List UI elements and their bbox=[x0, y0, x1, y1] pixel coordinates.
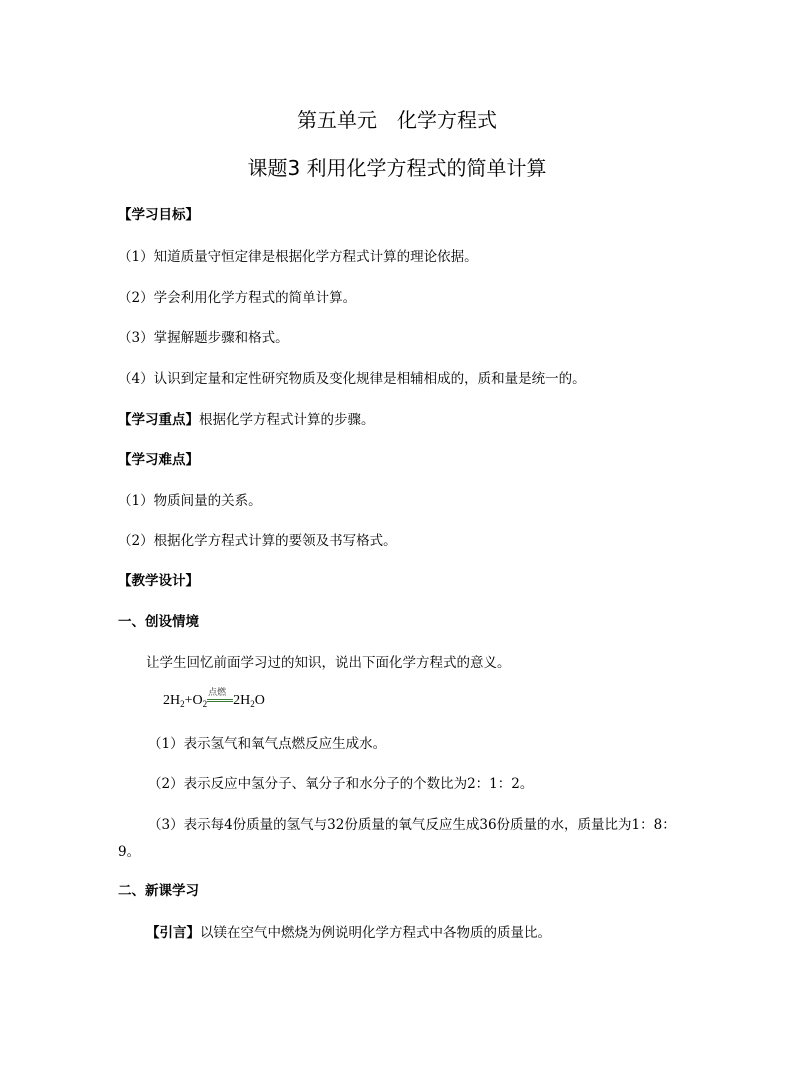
equation-h2-subscript: 2 bbox=[180, 699, 185, 709]
objectives-heading: 【学习目标】 bbox=[118, 207, 199, 223]
section1-intro: 让学生回忆前面学习过的知识，说出下面化学方程式的意义。 bbox=[146, 655, 511, 671]
reaction-condition-arrow bbox=[207, 688, 233, 710]
difficulty-heading: 【学习难点】 bbox=[118, 452, 199, 468]
equals-bar-top bbox=[207, 699, 233, 700]
key-point-heading: 【学习重点】 bbox=[118, 412, 199, 428]
intro-label: 【引言】 bbox=[146, 925, 200, 941]
equation-o2-symbol: +O bbox=[184, 693, 203, 708]
chemical-equation bbox=[163, 688, 265, 710]
section1-heading: 一、创设情境 bbox=[118, 614, 199, 630]
section2-heading: 二、新课学习 bbox=[118, 883, 199, 899]
equation-meaning: （3）表示每4份质量的氢气与32份质量的氧气反应生成36份质量的水，质量比为1：8： bbox=[148, 817, 676, 833]
equals-bar-bottom bbox=[207, 701, 233, 702]
equation-h2o-tail: O bbox=[254, 693, 265, 708]
equation-h2-symbol: 2H bbox=[163, 693, 181, 708]
objective-item: （2）学会利用化学方程式的简单计算。 bbox=[118, 290, 357, 306]
design-heading: 【教学设计】 bbox=[118, 573, 199, 589]
equation-h2o-symbol: 2H bbox=[233, 693, 251, 708]
equation-meaning: （1）表示氢气和氧气点燃反应生成水。 bbox=[148, 736, 387, 752]
difficulty-item: （1）物质间量的关系。 bbox=[118, 493, 262, 509]
section2-intro-paragraph bbox=[146, 924, 551, 942]
equation-meaning: （2）表示反应中氢分子、氧分子和水分子的个数比为2：1：2。 bbox=[148, 776, 534, 792]
key-point-paragraph bbox=[118, 411, 375, 429]
reaction-condition-label: 点燃 bbox=[208, 688, 227, 698]
unit-title: 第五单元 化学方程式 bbox=[297, 108, 497, 132]
intro-text: 以镁在空气中燃烧为例说明化学方程式中各物质的质量比。 bbox=[200, 925, 551, 941]
lesson-title: 课题3 利用化学方程式的简单计算 bbox=[247, 156, 547, 180]
difficulty-item: （2）根据化学方程式计算的要领及书写格式。 bbox=[118, 533, 397, 549]
objective-item: （4）认识到定量和定性研究物质及变化规律是相辅相成的，质和量是统一的。 bbox=[118, 371, 586, 387]
equation-o2-subscript: 2 bbox=[202, 699, 208, 709]
key-point-text: 根据化学方程式计算的步骤。 bbox=[199, 412, 375, 428]
equation-h2o-subscript: 2 bbox=[250, 699, 255, 709]
objective-item: （1）知道质量守恒定律是根据化学方程式计算的理论依据。 bbox=[118, 249, 478, 265]
equation-meaning-continued: 9。 bbox=[118, 844, 141, 860]
objective-item: （3）掌握解题步骤和格式。 bbox=[118, 330, 289, 346]
